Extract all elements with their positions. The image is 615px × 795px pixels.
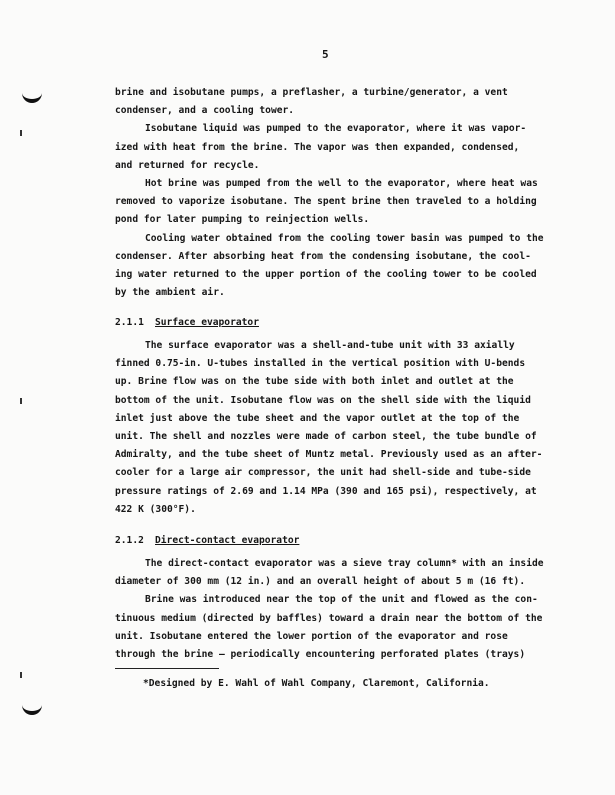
paragraph-1: [115, 84, 565, 120]
text-line: up. Brine flow was on the tube side with both inlet and outlet at the: [115, 376, 514, 388]
binding-hole-mark: [22, 702, 42, 715]
footnote: *Designed by E. Wahl of Wahl Company, Claremont, California.: [143, 678, 490, 689]
direct-contact-evaporator-text: [115, 555, 565, 664]
text-line: bottom of the unit. Isobutane flow was on the shell side with the liquid: [115, 394, 531, 406]
text-line: finned 0.75-in. U-tubes installed in the vertical position with U-bends: [115, 358, 526, 370]
text-line: The surface evaporator was a shell-and-tube unit with 33 axially: [145, 340, 515, 351]
surface-evaporator-text: [115, 337, 565, 519]
text-line: removed to vaporize isobutane. The spent brine then traveled to a holding: [115, 196, 537, 208]
text-line: 422 K (300°F).: [115, 503, 196, 515]
scan-speck-mark: [20, 130, 22, 136]
text-line: through the brine — periodically encountering perforated plates (trays): [115, 649, 526, 661]
section-heading-surface-evaporator: [115, 314, 565, 332]
text-line: condenser, and a cooling tower.: [115, 105, 295, 117]
binding-hole-mark: [22, 90, 42, 103]
scan-speck-mark: [20, 398, 22, 404]
page-number: 5: [322, 48, 329, 61]
text-line: The direct-contact evaporator was a sieve tray column* with an inside: [145, 558, 544, 569]
section-number: 2.1.1: [115, 317, 144, 328]
text-line: tinuous medium (directed by baffles) toward a drain near the bottom of the: [115, 612, 543, 624]
section-heading-direct-contact-evaporator: [115, 532, 565, 550]
text-line: unit. The shell and nozzles were made of carbon steel, the tube bundle of: [115, 431, 537, 443]
text-line: cooler for a large air compressor, the unit had shell-side and tube-side: [115, 467, 531, 479]
text-line: ized with heat from the brine. The vapor was then expanded, condensed,: [115, 141, 520, 153]
paragraph-2: [115, 120, 565, 175]
section-title: Surface evaporator: [155, 317, 259, 328]
paragraph-direct-contact-1: [115, 555, 565, 591]
text-line: brine and isobutane pumps, a preflasher, a turbine/generator, a vent: [115, 87, 508, 98]
paragraph-surface-evaporator: [115, 337, 565, 519]
text-line: ing water returned to the upper portion of the cooling tower to be cooled: [115, 269, 537, 281]
text-line: Brine was introduced near the top of the unit and flowed as the con-: [145, 594, 538, 606]
paragraph-3: [115, 175, 565, 230]
text-line: Cooling water obtained from the cooling tower basin was pumped to the: [145, 232, 544, 244]
text-line: Admiralty, and the tube sheet of Muntz metal. Previously used as an after-: [115, 449, 543, 461]
section-number: 2.1.2: [115, 535, 144, 546]
text-line: by the ambient air.: [115, 287, 225, 299]
footnote-rule: [115, 668, 219, 669]
scan-speck-mark: [20, 672, 22, 678]
intro-text-block: [115, 84, 565, 302]
text-line: pond for later pumping to reinjection wells.: [115, 214, 370, 226]
text-line: condenser. After absorbing heat from the condensing isobutane, the cool-: [115, 250, 531, 262]
text-line: diameter of 300 mm (12 in.) and an overall height of about 5 m (16 ft).: [115, 576, 526, 588]
section-title: Direct-contact evaporator: [155, 535, 300, 546]
text-line: pressure ratings of 2.69 and 1.14 MPa (390 and 165 psi), respectively, at: [115, 485, 537, 497]
text-line: unit. Isobutane entered the lower portion of the evaporator and rose: [115, 630, 508, 642]
paragraph-direct-contact-2: [115, 591, 565, 664]
text-line: inlet just above the tube sheet and the vapor outlet at the top of the: [115, 412, 520, 424]
paragraph-4: [115, 230, 565, 303]
text-line: Isobutane liquid was pumped to the evaporator, where it was vapor-: [145, 123, 527, 135]
text-line: and returned for recycle.: [115, 159, 260, 171]
text-line: Hot brine was pumped from the well to the evaporator, where heat was: [145, 178, 538, 190]
